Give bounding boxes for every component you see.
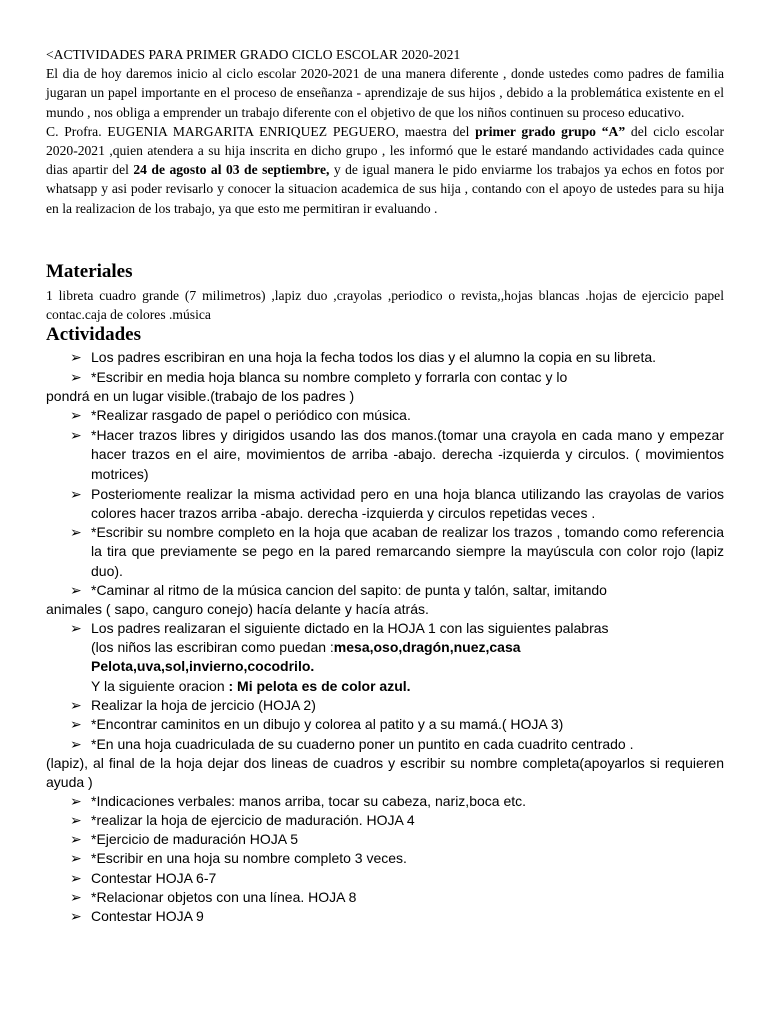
- bullet-arrow-icon: ➢: [70, 524, 82, 540]
- bullet-arrow-icon: ➢: [70, 369, 82, 385]
- dictation-sentence-line: [91, 677, 411, 696]
- bullet-arrow-icon: ➢: [70, 620, 82, 636]
- list-item: Contestar HOJA 6-7: [91, 870, 217, 886]
- bullet-arrow-icon: ➢: [70, 407, 82, 423]
- sentence-intro: Y la siguiente oracion: [91, 678, 229, 694]
- list-item: *Indicaciones verbales: manos arriba, tocar su cabeza, nariz,boca etc.: [91, 793, 527, 809]
- bullet-arrow-icon: ➢: [70, 697, 82, 713]
- list-item: *Caminar al ritmo de la música cancion del sapito: de punta y talón, saltar, imitando: [91, 582, 607, 598]
- list-item: *realizar la hoja de ejercicio de maduración. HOJA 4: [91, 812, 415, 828]
- bullet-arrow-icon: ➢: [70, 716, 82, 732]
- list-item-continuation: pondrá en un lugar visible.(trabajo de los padres ): [46, 388, 355, 404]
- bullet-arrow-icon: ➢: [70, 831, 82, 847]
- date-range: 24 de agosto al 03 de septiembre,: [133, 162, 330, 178]
- list-item: *Realizar rasgado de papel o periódico con música.: [91, 407, 411, 423]
- group-name: primer grado grupo “A”: [475, 123, 626, 139]
- dictation-words: Pelota,uva,sol,invierno,cocodrilo.: [91, 658, 315, 674]
- list-item-continuation: (lapiz), al final de la hoja dejar dos lineas de cuadros y escribir su nombre completa(apoyarlos si requieren ayuda ): [46, 755, 724, 791]
- dictation-sentence: : Mi pelota es de color azul.: [228, 678, 411, 694]
- materiales-heading: Materiales: [46, 261, 133, 282]
- bullet-arrow-icon: ➢: [70, 850, 82, 866]
- intro-paragraph: El dia de hoy daremos inicio al ciclo escolar 2020-2021 de una manera diferente , donde ustedes como padres de familia jugaran un papel importante en el proceso de enseñanza - aprendizaje de sus hijos , debido a la problemática existente en el mundo , nos obliga a emprender un trabajo diferente con el objetivo de que los niños continuen su proceso educativo.: [46, 66, 724, 120]
- teacher-text: C. Profra. EUGENIA MARGARITA ENRIQUEZ PEGUERO, maestra del: [46, 123, 476, 139]
- list-item: Realizar la hoja de jercicio (HOJA 2): [91, 697, 316, 713]
- bullet-arrow-icon: ➢: [70, 427, 82, 443]
- teacher-text: y de igual manera le pido enviarme los trabajos ya echos en fotos por whatsapp y asi poder revisarlo y conocer la situacion academica de sus hija , contando con el apoyo de ustedes para su hija en la realizacion de los trabajo, ya que esto me permitiran ir evaluando .: [46, 162, 725, 216]
- bullet-arrow-icon: ➢: [70, 736, 82, 752]
- list-item-continuation: animales ( sapo, canguro conejo) hacía delante y hacía atrás.: [46, 601, 429, 617]
- document-title: <ACTIVIDADES PARA PRIMER GRADO CICLO ESCOLAR 2020-2021: [46, 47, 461, 62]
- bullet-arrow-icon: ➢: [70, 870, 82, 886]
- teacher-text: del ciclo escolar 2020-2021 ,quien atendera a su hija inscrita en dicho grupo , les informó que le estaré mandando actividades cada quince dias apartir del: [46, 123, 724, 178]
- actividades-heading: Actividades: [46, 324, 141, 345]
- bullet-arrow-icon: ➢: [70, 908, 82, 924]
- list-item: *Hacer trazos libres y dirigidos usando las dos manos.(tomar una crayola en cada mano y empezar hacer trazos en el aire, movimientos de arriba -abajo. derecha -izquierda y circulos. ( movimientos motrices): [91, 427, 724, 482]
- bullet-arrow-icon: ➢: [70, 486, 82, 502]
- bullet-arrow-icon: ➢: [70, 793, 82, 809]
- bullet-arrow-icon: ➢: [70, 812, 82, 828]
- teacher-paragraph: [46, 122, 724, 218]
- list-item: *Ejercicio de maduración HOJA 5: [91, 831, 298, 847]
- list-item: Los padres realizaran el siguiente dictado en la HOJA 1 con las siguientes palabras: [91, 620, 609, 636]
- list-item: *Escribir en media hoja blanca su nombre completo y forrarla con contac y lo: [91, 369, 568, 385]
- dictation-words: mesa,oso,dragón,nuez,casa: [333, 639, 521, 655]
- materiales-text: 1 libreta cuadro grande (7 milimetros) ,lapiz duo ,crayolas ,periodico o revista,,hojas blancas .hojas de ejercicio papel contac.caja de colores .música: [46, 288, 724, 322]
- list-item: *En una hoja cuadriculada de su cuaderno poner un puntito en cada cuadrito centrado .: [91, 736, 634, 752]
- dictation-line: [91, 638, 521, 657]
- list-item: Contestar HOJA 9: [91, 908, 204, 924]
- list-item: *Escribir su nombre completo en la hoja que acaban de realizar los trazos , tomando como referencia la tira que previamente se pego en la pared remarcando siempre la mayúscula con color rojo (lapiz duo).: [91, 524, 724, 579]
- list-item: Posteriomente realizar la misma actividad pero en una hoja blanca utilizando las crayolas de varios colores hacer trazos arriba -abajo. derecha -izquierda y circulos repetidas veces .: [91, 486, 724, 522]
- list-item: *Encontrar caminitos en un dibujo y colorea al patito y a su mamá.( HOJA 3): [91, 716, 564, 732]
- bullet-arrow-icon: ➢: [70, 349, 82, 365]
- bullet-arrow-icon: ➢: [70, 582, 82, 598]
- bullet-arrow-icon: ➢: [70, 889, 82, 905]
- list-item: Los padres escribiran en una hoja la fecha todos los dias y el alumno la copia en su libreta.: [91, 349, 657, 365]
- list-item: *Escribir en una hoja su nombre completo 3 veces.: [91, 850, 407, 866]
- list-item: *Relacionar objetos con una línea. HOJA 8: [91, 889, 357, 905]
- intro-section: [46, 45, 724, 218]
- dictation-intro: (los niños las escribiran como puedan :: [91, 639, 334, 655]
